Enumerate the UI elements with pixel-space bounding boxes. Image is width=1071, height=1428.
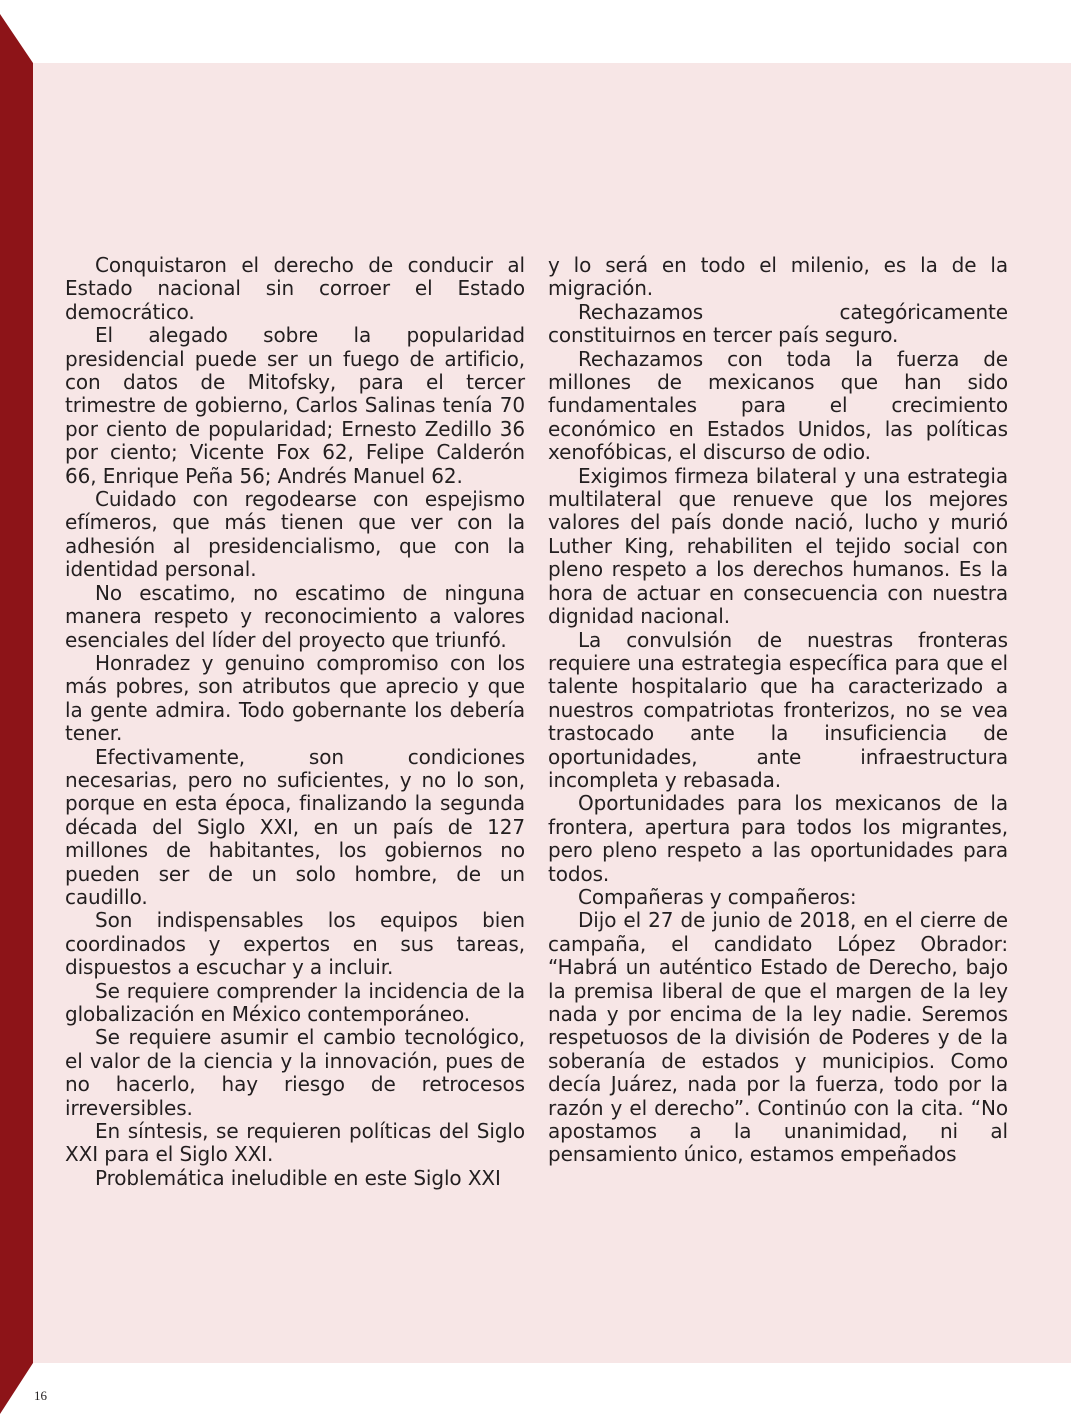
red-margin-tab <box>0 0 33 1428</box>
paragraph: Rechazamos categóricamente constituirnos en tercer país seguro. <box>548 299 1008 348</box>
text-column-left <box>65 254 525 1190</box>
paragraph: El alegado sobre la popularidad presidencial puede ser un fuego de artificio, con datos de Mitofsky, para el tercer trimestre de gobierno, Carlos Salinas tenía 70 por ciento de popularidad; Ernesto Zedillo 36 por ciento; Vicente Fox 62, Felipe Calderón 66, Enrique Peña 56; Andrés Manuel 62. <box>65 323 525 488</box>
paragraph: Honradez y genuino compromiso con los más pobres, son atributos que aprecio y que la gente admira. Todo gobernante los debería tener. <box>65 650 525 746</box>
paragraph: Exigimos firmeza bilateral y una estrategia multilateral que renueve que los mejores valores del país donde nació, lucho y murió Luther King, rehabiliten el tejido social con pleno respeto a los derechos humanos. Es la hora de actuar en consecuencia con nuestra dignidad nacional. <box>548 463 1008 629</box>
text-column-right <box>548 254 1008 1167</box>
paragraph: Compañeras y compañeros: <box>578 884 857 909</box>
paragraph: Efectivamente, son condiciones necesarias, pero no suficientes, y no lo son, porque en esta época, finalizando la segunda década del Siglo XXI, en un país de 127 millones de habitantes, los gobiernos no pueden ser de un solo hombre, de un caudillo. <box>65 744 525 909</box>
paragraph-continuation: y lo será en todo el milenio, es la de la migración. <box>548 253 1008 301</box>
paragraph: En síntesis, se requieren políticas del Siglo XXI para el Siglo XXI. <box>65 1119 525 1167</box>
paragraph: La convulsión de nuestras fronteras requiere una estrategia específica para que el talente hospitalario que ha caracterizado a nuestros compatriotas fronterizos, no se vea trastocado ante la insuficiencia de oportunidades, ante infraestructura incompleta y rebasada. <box>548 627 1008 792</box>
paragraph: Problemática ineludible en este Siglo XXI <box>95 1165 501 1190</box>
paragraph: Dijo el 27 de junio de 2018, en el cierre de campaña, el candidato López Obrador: “Habrá un auténtico Estado de Derecho, bajo la premisa liberal de que el margen de la ley nada y por encima de la ley nadie. Seremos respetuosos de la división de Poderes y de la soberanía de estados y municipios. Como decía Juárez, nada por la fuerza, todo por la razón y el derecho”. Continúo con la cita. “No apostamos a la unanimidad, ni al pensamiento único, estamos empeñados <box>548 908 1008 1167</box>
paragraph: Conquistaron el derecho de conducir al Estado nacional sin corroer el Estado democrático. <box>65 253 525 324</box>
page-number: 16 <box>34 1388 47 1403</box>
paragraph: Son indispensables los equipos bien coordinados y expertos en sus tareas, dispuestos a escuchar y a incluir. <box>65 908 525 980</box>
paragraph: Se requiere asumir el cambio tecnológico, el valor de la ciencia y la innovación, pues de no hacerlo, hay riesgo de retrocesos irreversibles. <box>65 1025 525 1120</box>
paragraph: Se requiere comprender la incidencia de la globalización en México contemporáneo. <box>65 978 525 1026</box>
paragraph: No escatimo, no escatimo de ninguna manera respeto y reconocimiento a valores esenciales del líder del proyecto que triunfó. <box>65 580 525 652</box>
paragraph: Cuidado con regodearse con espejismo efímeros, que más tienen que ver con la adhesión al presidencialismo, que con la identidad personal. <box>65 487 525 582</box>
paragraph: Rechazamos con toda la fuerza de millones de mexicanos que han sido fundamentales para el crecimiento económico en Estados Unidos, las políticas xenofóbicas, el discurso de odio. <box>548 346 1008 465</box>
paragraph: Oportunidades para los mexicanos de la frontera, apertura para todos los migrantes, pero pleno respeto a las oportunidades para todos. <box>548 791 1008 886</box>
